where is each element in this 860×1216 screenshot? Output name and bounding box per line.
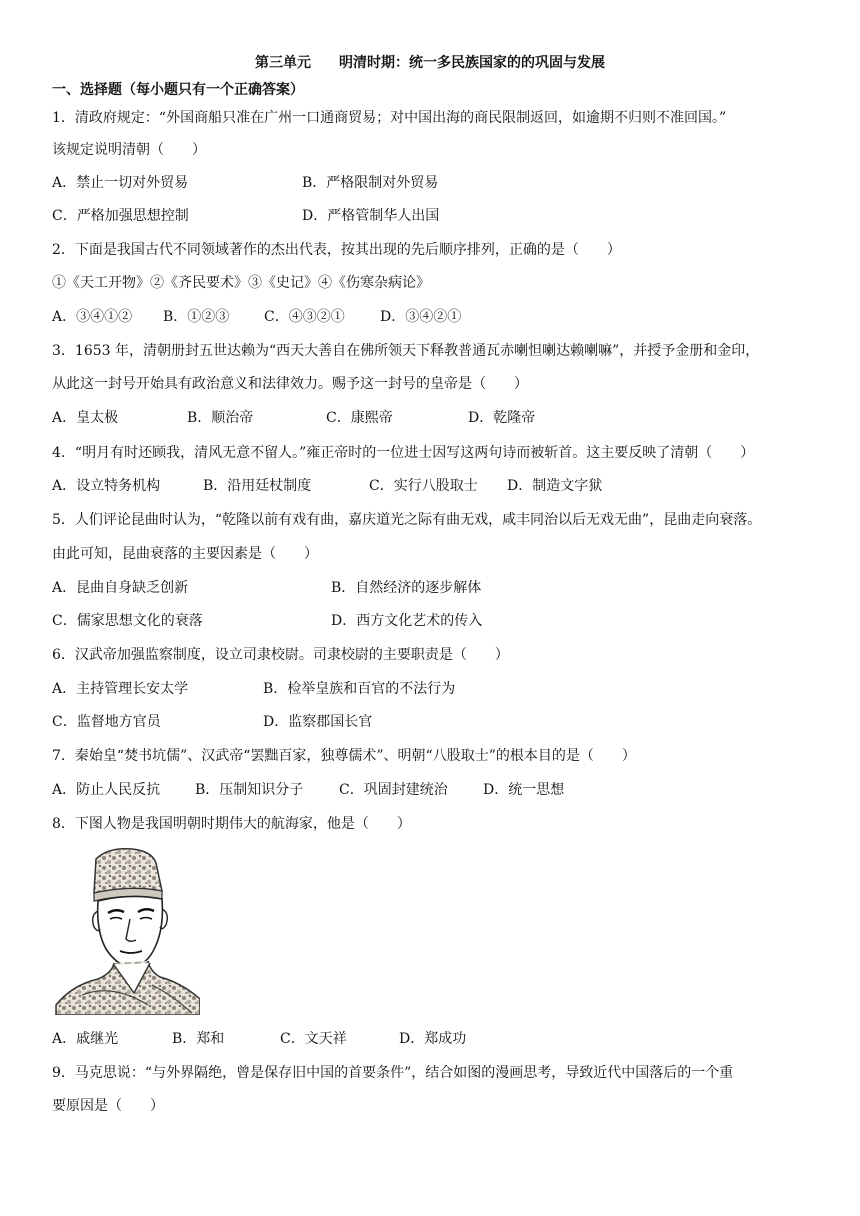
question-4-option-a[interactable]: A．设立特务机构 <box>52 478 161 494</box>
question-2-stem: 2．下面是我国古代不同领域著作的杰出代表，按其出现的先后顺序排列，正确的是（ ） <box>52 242 621 258</box>
question-6-option-d[interactable]: D．监察郡国长官 <box>263 714 373 730</box>
question-2-option-c[interactable]: C．④③②① <box>264 309 345 325</box>
question-5-option-a[interactable]: A．昆曲自身缺乏创新 <box>52 580 189 596</box>
question-7-option-b[interactable]: B．压制知识分子 <box>195 782 304 798</box>
question-4-option-c[interactable]: C．实行八股取士 <box>369 478 478 494</box>
question-1-option-a[interactable]: A．禁止一切对外贸易 <box>52 175 189 191</box>
question-9-stem-cont: 要原因是（ ） <box>52 1098 164 1114</box>
question-4-option-b[interactable]: B．沿用廷杖制度 <box>203 478 312 494</box>
question-3-option-c[interactable]: C．康熙帝 <box>326 410 393 426</box>
question-5-option-d[interactable]: D．西方文化艺术的传入 <box>331 613 483 629</box>
question-3-stem-cont: 从此这一封号开始具有政治意义和法律效力。赐予这一封号的皇帝是（ ） <box>52 376 528 392</box>
question-2-items: ①《天工开物》②《齐民要术》③《史记》④《伤寒杂病论》 <box>52 275 430 291</box>
question-8-stem: 8．下图人物是我国明朝时期伟大的航海家，他是（ ） <box>52 816 411 832</box>
question-6-option-a[interactable]: A．主持管理长安太学 <box>52 681 189 697</box>
question-3-option-d[interactable]: D．乾隆帝 <box>468 410 536 426</box>
question-2-option-b[interactable]: B．①②③ <box>163 309 230 325</box>
question-4-option-d[interactable]: D．制造文字狱 <box>507 478 603 494</box>
question-5-stem-cont: 由此可知，昆曲衰落的主要因素是（ ） <box>52 546 318 562</box>
question-7-option-c[interactable]: C．巩固封建统治 <box>339 782 448 798</box>
question-1-option-c[interactable]: C．严格加强思想控制 <box>52 208 189 224</box>
question-5-stem: 5．人们评论昆曲时认为，“乾隆以前有戏有曲，嘉庆道光之际有曲无戏，咸丰同治以后无戏无曲”，昆曲走向衰落。 <box>52 512 762 528</box>
question-7-option-d[interactable]: D．统一思想 <box>483 782 565 798</box>
question-6-option-b[interactable]: B．检举皇族和百官的不法行为 <box>263 681 456 697</box>
question-1-option-d[interactable]: D．严格管制华人出国 <box>302 208 440 224</box>
question-1-option-b[interactable]: B．严格限制对外贸易 <box>302 175 439 191</box>
question-8-option-b[interactable]: B．郑和 <box>172 1031 225 1047</box>
navigator-portrait-image <box>52 845 200 1015</box>
page-title: 第三单元 明清时期：统一多民族国家的的巩固与发展 <box>255 55 605 71</box>
question-3-stem: 3．1653 年，清朝册封五世达赖为“西天大善自在佛所领天下释教普通瓦赤喇怛喇达赖喇嘛”，并授予金册和金印， <box>52 343 760 359</box>
question-2-option-a[interactable]: A．③④①② <box>52 309 133 325</box>
question-1-stem-cont: 该规定说明清朝（ ） <box>52 142 206 158</box>
question-6-stem: 6．汉武帝加强监察制度，设立司隶校尉。司隶校尉的主要职责是（ ） <box>52 647 509 663</box>
question-3-option-b[interactable]: B．顺治帝 <box>187 410 254 426</box>
question-6-option-c[interactable]: C．监督地方官员 <box>52 714 161 730</box>
question-4-stem: 4．“明月有时还顾我，清风无意不留人。”雍正帝时的一位进士因写这两句诗而被斩首。这主要反映了清朝（ ） <box>52 445 755 461</box>
section-heading: 一、选择题（每小题只有一个正确答案） <box>52 82 304 98</box>
question-3-option-a[interactable]: A．皇太极 <box>52 410 119 426</box>
question-2-option-d[interactable]: D．③④②① <box>380 309 462 325</box>
question-8-option-c[interactable]: C．文天祥 <box>280 1031 347 1047</box>
question-1-stem: 1．清政府规定：“外国商船只准在广州一口通商贸易；对中国出海的商民限制返回，如逾期不归则不准回国。” <box>52 110 727 126</box>
question-5-option-b[interactable]: B．自然经济的逐步解体 <box>331 580 482 596</box>
question-7-option-a[interactable]: A．防止人民反抗 <box>52 782 161 798</box>
question-8-option-d[interactable]: D．郑成功 <box>399 1031 467 1047</box>
question-8-option-a[interactable]: A．戚继光 <box>52 1031 119 1047</box>
question-7-stem: 7．秦始皇“焚书坑儒”、汉武帝“罢黜百家，独尊儒术”、明朝“八股取士”的根本目的是（ ） <box>52 748 636 764</box>
question-9-stem: 9．马克思说：“与外界隔绝，曾是保存旧中国的首要条件”，结合如图的漫画思考，导致近代中国落后的一个重 <box>52 1065 734 1081</box>
question-5-option-c[interactable]: C．儒家思想文化的衰落 <box>52 613 203 629</box>
